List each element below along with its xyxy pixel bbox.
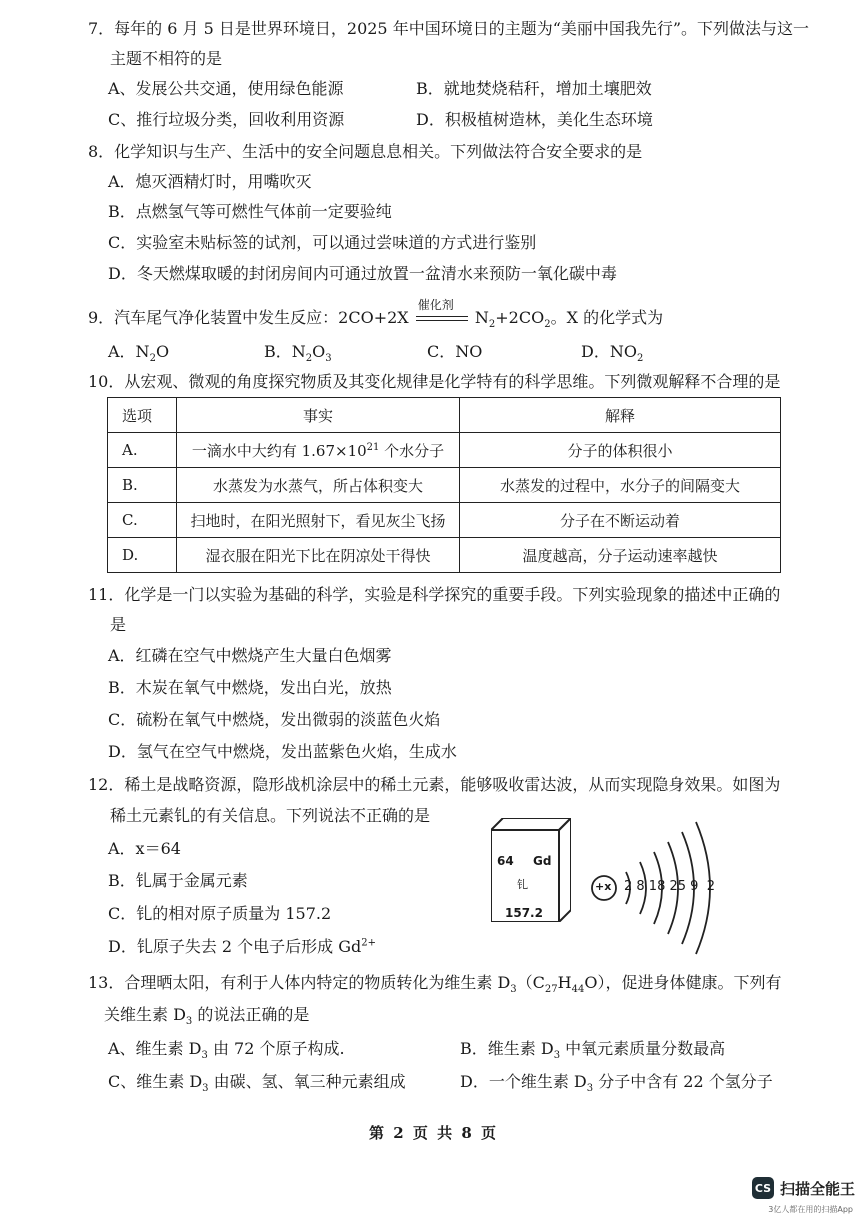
q9-stem-b3: 。X 的化学式为 [550,308,664,327]
q12-option-d [108,936,376,958]
table-row [108,433,781,468]
q9-option-a [108,341,169,363]
q7-stem-line2: 主题不相符的是 [110,49,223,68]
q8-option-c: C．实验室未贴标签的试剂，可以通过尝味道的方式进行鉴别 [108,233,537,252]
q7-option-b: B．就地焚烧秸秆，增加土壤肥效 [416,79,652,98]
q10-row-a-fact-tail: 个水分子 [379,441,445,460]
q10-row-a-fact [177,433,460,468]
q10-row-a-fact-text: 一滴水中大约有 1.67×10 [191,441,367,460]
q13-stem-1a: 13．合理晒太阳，有利于人体内特定的物质转化为维生素 D [88,973,511,992]
q9-option-b [264,341,332,363]
table-row [108,538,781,573]
q13-option-c [108,1071,406,1093]
q10-row-d-option: D. [108,538,177,573]
q13-stem-2a: 关维生素 D [104,1005,186,1024]
q8-option-a: A．熄灭酒精灯时，用嘴吹灭 [108,172,312,191]
q8-stem: 8．化学知识与生产、生活中的安全问题息息相关。下列做法符合安全要求的是 [88,142,643,161]
q9-option-b-sub2: 3 [325,353,332,365]
q13-option-d-text: D．一个维生素 D [460,1072,587,1091]
q11-stem-line2: 是 [110,615,127,634]
q12-option-d-text: D．钆原子失去 2 个电子后形成 Gd [108,937,362,956]
q10-row-b-fact: 水蒸发为水蒸气，所占体积变大 [177,468,460,503]
q13-stem-line1 [88,972,781,994]
q9-sub-n2: 2 [488,319,496,331]
scanner-brand-name: 扫描全能王 [779,1179,855,1198]
q13-option-d-tail: 分子中含有 22 个氢分子 [593,1072,773,1091]
q10-row-a-explanation: 分子的体积很小 [460,433,781,468]
q13-stem-1d: O），促进身体健康。下列有 [584,973,782,992]
q9-stem [88,298,664,331]
q13-stem-1b: （C [516,973,545,992]
nucleus-charge: +x [595,880,612,893]
q9-stem-b: N [474,308,489,327]
q10-row-c-explanation: 分子在不断运动着 [460,503,781,538]
q13-sub-44: 44 [571,984,585,996]
q13-option-d-sub: 3 [586,1083,594,1095]
q9-catalyst-label: 催化剂 [417,298,454,312]
atomic-structure-diagram [586,820,726,960]
q12-stem-line2: 稀土元素钆的有关信息。下列说法不正确的是 [110,806,431,825]
q9-option-c: C．NO [427,342,483,361]
q10-row-b-explanation: 水蒸发的过程中，水分子的间隔变大 [460,468,781,503]
q9-option-b-text: B．N [264,342,306,361]
q11-option-c: C．硫粉在氧气中燃烧，发出微弱的淡蓝色火焰 [108,710,441,729]
q13-stem-line2 [104,1004,309,1026]
q10-row-c-option: C. [108,503,177,538]
scanner-brand-tagline: 3亿人都在用的扫描App [768,1205,853,1214]
q13-option-c-sub: 3 [202,1083,209,1095]
q7-option-d: D．积极植树造林，美化生态环境 [416,110,653,129]
q9-option-d [581,341,643,363]
q13-option-c-tail: 由碳、氢、氧三种元素组成 [208,1072,406,1091]
q10-stem: 10．从宏观、微观的角度探究物质及其变化规律是化学特有的科学思维。下列微观解释不合理的是 [88,372,781,391]
q12-option-d-charge: 2+ [361,937,377,949]
scanner-logo-icon: CS [752,1177,774,1199]
q10-row-b-option: B. [108,468,177,503]
element-atomic-number: 64 [497,854,514,868]
q13-option-b-text: B．维生素 D [460,1039,554,1058]
q13-option-b-sub: 3 [553,1050,561,1062]
q12-option-a: A．x＝64 [108,839,181,858]
element-atomic-mass: 157.2 [505,906,543,920]
q7-option-c: C、推行垃圾分类，回收利用资源 [108,110,345,129]
q10-row-a-option: A. [108,433,177,468]
q13-stem-1c: H [557,973,572,992]
q9-equals-sign [416,316,468,321]
q7-stem-line1: 7．每年的 6 月 5 日是世界环境日，2025 年中国环境日的主题为“美丽中国我先行”。下列做法与这一 [88,19,810,38]
q13-stem-2b: 的说法正确的是 [192,1005,310,1024]
q9-option-d-sub: 2 [636,353,644,365]
q10-row-c-fact: 扫地时，在阳光照射下，看见灰尘飞扬 [177,503,460,538]
element-symbol: Gd [533,854,552,868]
q10-header-fact: 事实 [177,398,460,433]
q13-option-c-text: C、维生素 D [108,1072,203,1091]
q9-sub-co2: 2 [544,319,551,331]
q9-reaction-arrow [414,298,470,329]
q13-option-b-tail: 中氧元素质量分数最高 [560,1039,726,1058]
q10-header-explanation: 解释 [460,398,781,433]
q11-stem-line1: 11．化学是一门以实验为基础的科学，实验是科学探究的重要手段。下列实验现象的描述中正确的 [88,585,781,604]
q11-option-a: A．红磷在空气中燃烧产生大量白色烟雾 [108,646,392,665]
q13-option-a [108,1038,345,1060]
q8-option-b: B．点燃氢气等可燃性气体前一定要验纯 [108,202,392,221]
element-name: 钆 [517,878,528,891]
q9-option-a-text2: O [155,342,170,361]
q12-stem-line1: 12．稀土是战略资源，隐形战机涂层中的稀土元素，能够吸收雷达波，从而实现隐身效果。如图为 [88,775,781,794]
q12-option-c: C．钆的相对原子质量为 157.2 [108,904,332,923]
q10-row-a-fact-exp: 21 [366,441,380,453]
q9-option-b-sub1: 2 [305,353,313,365]
q12-option-b: B．钆属于金属元素 [108,871,248,890]
q10-table [107,397,781,573]
q13-sub-27: 27 [544,984,558,996]
q13-option-a-text: A、维生素 D [108,1039,202,1058]
q10-header-option: 选项 [108,398,177,433]
q13-option-d [460,1071,773,1093]
q9-option-a-text: A．N [108,342,150,361]
page-number-footer: 第 2 页 共 8 页 [369,1124,498,1142]
scanner-watermark [752,1177,855,1199]
q11-option-d: D．氢气在空气中燃烧，发出蓝紫色火焰，生成水 [108,742,457,761]
q8-option-d: D．冬天燃煤取暖的封闭房间内可通过放置一盆清水来预防一氧化碳中毒 [108,264,617,283]
q9-stem-b2: +2CO [495,308,545,327]
q9-option-a-sub: 2 [149,353,156,365]
table-row [108,468,781,503]
electron-shell-counts: 2 8 18 25 9 2 [624,879,715,894]
q11-option-b: B．木炭在氧气中燃烧，发出白光，放热 [108,678,392,697]
q7-option-a: A、发展公共交通，使用绿色能源 [108,79,344,98]
q13-sub-3b: 3 [185,1016,193,1028]
q9-option-b-text2: O [312,342,326,361]
q10-table-header [108,398,781,433]
q10-row-d-fact: 湿衣服在阳光下比在阴凉处干得快 [177,538,460,573]
q13-option-a-sub: 3 [201,1050,208,1062]
element-cell-gd [491,830,559,922]
table-row [108,503,781,538]
q9-option-d-text: D．NO [581,342,637,361]
q13-option-a-tail: 由 72 个原子构成. [207,1039,345,1058]
q13-sub-3: 3 [510,984,517,996]
q10-row-d-explanation: 温度越高，分子运动速率越快 [460,538,781,573]
q9-stem-a: 9．汽车尾气净化装置中发生反应：2CO+2X [88,308,409,327]
q13-option-b [460,1038,725,1060]
